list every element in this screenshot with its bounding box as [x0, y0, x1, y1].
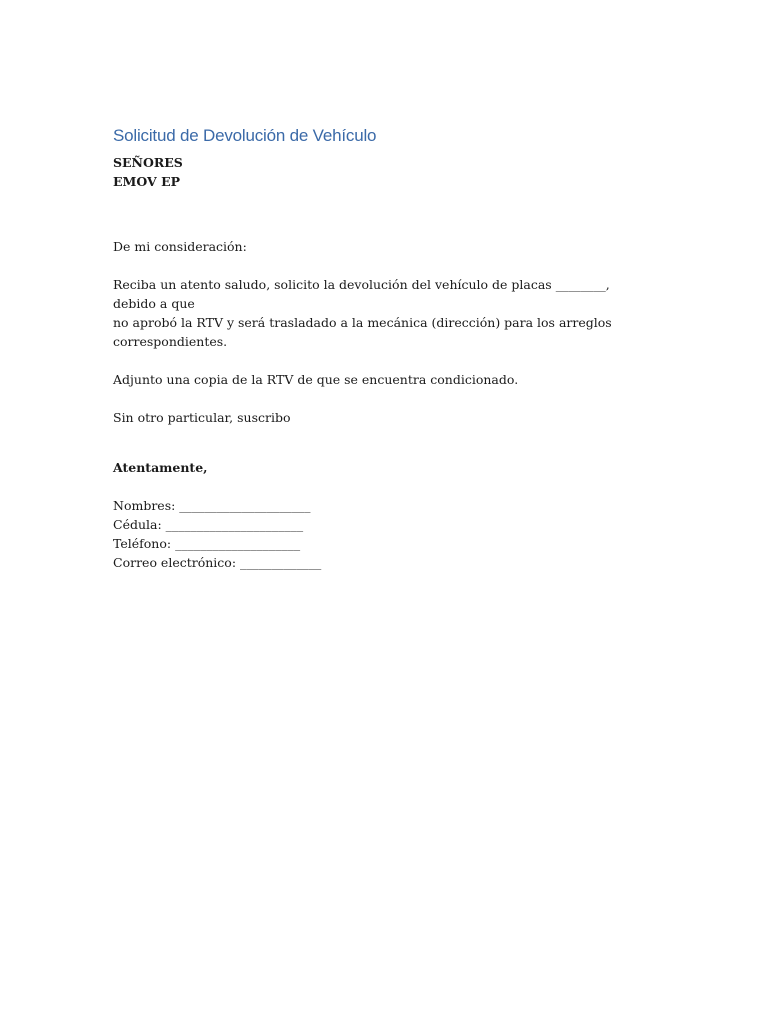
closing: Atentamente, [113, 460, 208, 475]
field-telefono: Teléfono: ____________________ [113, 536, 301, 551]
document-content [113, 126, 653, 572]
field-cedula: Cédula: ______________________ [113, 517, 304, 532]
field-correo: Correo electrónico: _____________ [113, 555, 322, 570]
recipient-line-2: EMOV EP [113, 174, 181, 189]
document-title: Solicitud de Devolución de Vehículo [113, 126, 377, 145]
body-paragraph-1-line-2: no aprobó la RTV y será trasladado a la mecánica (dirección) para los arreglos [113, 315, 612, 330]
recipient-line-1: SEÑORES [113, 155, 183, 170]
body-paragraph-1-line-3: correspondientes. [113, 334, 228, 349]
body-paragraph-1-line-1: Reciba un atento saludo, solicito la devolución del vehículo de placas ________, debido a que [113, 277, 610, 311]
field-nombres: Nombres: _____________________ [113, 498, 311, 513]
body-paragraph-2: Adjunto una copia de la RTV de que se encuentra condicionado. [113, 372, 519, 387]
body-paragraph-3: Sin otro particular, suscribo [113, 410, 291, 425]
greeting: De mi consideración: [113, 239, 247, 254]
